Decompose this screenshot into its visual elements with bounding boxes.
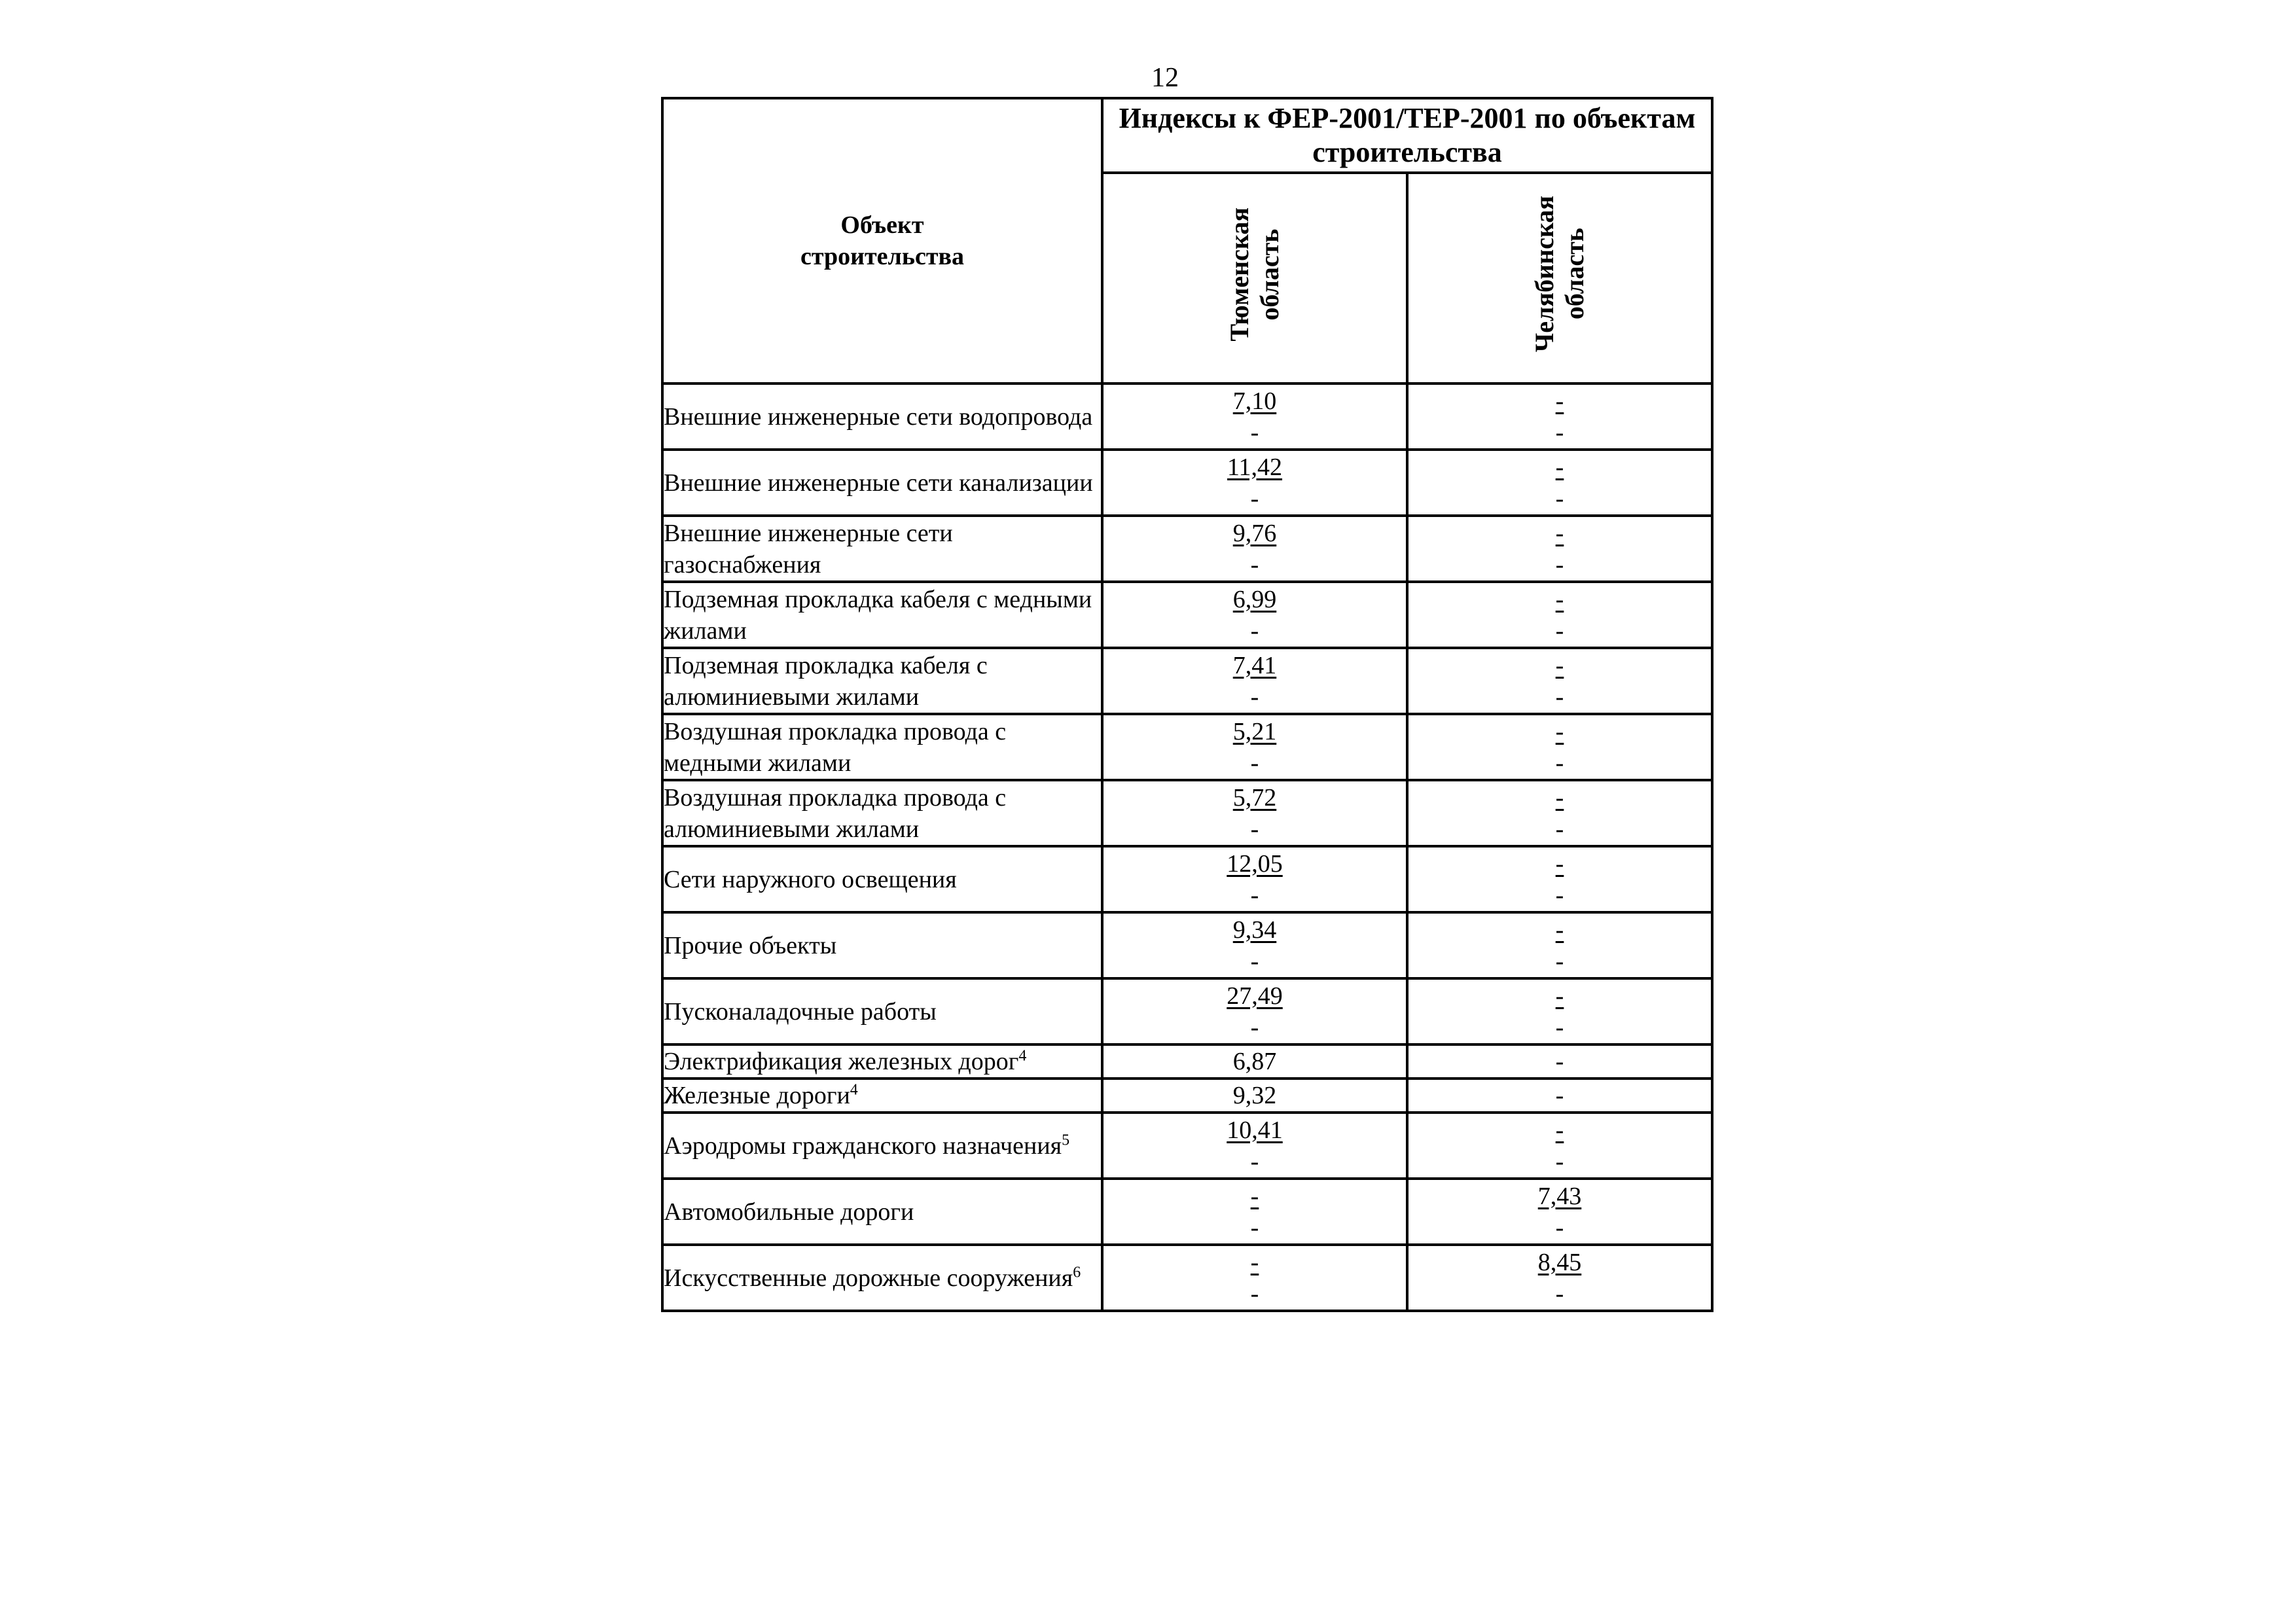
object-name: Прочие объекты <box>664 931 837 959</box>
index-cell-tyumen <box>1102 912 1407 978</box>
index-fraction <box>1538 1247 1582 1310</box>
object-name: Внешние инженерные сети канализации <box>664 469 1093 497</box>
index-denominator: - <box>1250 616 1259 645</box>
footnote-marker: 4 <box>1018 1047 1027 1065</box>
index-fraction <box>1545 584 1575 647</box>
region-label-tyumen: Тюменская область <box>1225 207 1284 342</box>
object-name-cell <box>662 1044 1102 1079</box>
index-denominator: - <box>1250 418 1259 446</box>
table-row <box>662 978 1712 1044</box>
index-numerator: 9,34 <box>1232 916 1277 944</box>
index-cell-tyumen <box>1102 383 1407 450</box>
object-name: Подземная прокладка кабеля с медными жилами <box>664 585 1092 645</box>
region-header-tyumen <box>1102 173 1407 383</box>
index-fraction <box>1545 914 1575 977</box>
index-cell-chelyabinsk <box>1407 1113 1712 1179</box>
construction-index-table <box>661 97 1713 1312</box>
index-cell-tyumen <box>1102 1179 1407 1245</box>
index-cell-tyumen <box>1102 714 1407 780</box>
object-name-cell <box>662 912 1102 978</box>
index-numerator: - <box>1555 519 1564 547</box>
index-denominator: - <box>1555 749 1564 777</box>
table-row <box>662 780 1712 846</box>
index-fraction <box>1233 518 1277 580</box>
index-fraction <box>1233 650 1277 713</box>
index-denominator: - <box>1555 1213 1564 1241</box>
index-fraction <box>1545 980 1575 1043</box>
table-row <box>662 582 1712 648</box>
index-denominator: - <box>1555 484 1564 512</box>
index-denominator: - <box>1250 484 1259 512</box>
index-cell-tyumen <box>1102 1245 1407 1311</box>
index-numerator: - <box>1555 849 1564 878</box>
index-fraction <box>1227 1115 1283 1177</box>
index-fraction <box>1545 716 1575 779</box>
index-denominator: - <box>1555 1279 1564 1308</box>
index-cell-chelyabinsk <box>1407 516 1712 582</box>
table-row <box>662 516 1712 582</box>
index-denominator: - <box>1250 1013 1259 1041</box>
index-numerator: 7,43 <box>1537 1182 1582 1210</box>
object-name: Электрификация железных дорог <box>664 1048 1019 1075</box>
index-cell-tyumen <box>1102 1044 1407 1079</box>
object-name: Воздушная прокладка провода с алюминиевыми жилами <box>664 783 1007 843</box>
index-fraction <box>1227 452 1282 514</box>
region-label-chelyabinsk: Челябинская область <box>1530 196 1589 353</box>
index-numerator: - <box>1555 916 1564 944</box>
footnote-marker: 6 <box>1073 1263 1081 1281</box>
index-cell-tyumen <box>1102 1113 1407 1179</box>
index-denominator: - <box>1250 1279 1259 1308</box>
index-cell-tyumen <box>1102 582 1407 648</box>
index-denominator: - <box>1555 1147 1564 1175</box>
object-name-cell <box>662 383 1102 450</box>
index-denominator: - <box>1250 683 1259 711</box>
object-name-cell <box>662 1179 1102 1245</box>
table-row <box>662 383 1712 450</box>
object-name-cell <box>662 1245 1102 1311</box>
object-name: Аэродромы гражданского назначения <box>664 1132 1062 1160</box>
object-header-line2: строительства <box>800 243 965 270</box>
index-numerator: 27,49 <box>1227 982 1283 1010</box>
index-numerator: 5,72 <box>1232 783 1277 812</box>
index-value: 9,32 <box>1232 1082 1277 1109</box>
index-fraction <box>1240 1247 1270 1310</box>
object-name-cell <box>662 582 1102 648</box>
index-numerator: 9,76 <box>1232 519 1277 547</box>
index-fraction <box>1545 452 1575 514</box>
index-denominator: - <box>1250 815 1259 843</box>
index-cell-tyumen <box>1102 978 1407 1044</box>
index-fraction <box>1538 1181 1582 1243</box>
index-cell-chelyabinsk <box>1407 450 1712 516</box>
table-row <box>662 846 1712 912</box>
index-denominator: - <box>1555 550 1564 579</box>
index-cell-tyumen <box>1102 648 1407 714</box>
index-denominator: - <box>1250 1213 1259 1241</box>
index-numerator: - <box>1555 982 1564 1010</box>
index-cell-tyumen <box>1102 450 1407 516</box>
object-name-cell <box>662 450 1102 516</box>
table-row <box>662 648 1712 714</box>
index-denominator: - <box>1250 749 1259 777</box>
index-fraction <box>1233 716 1277 779</box>
index-cell-tyumen <box>1102 516 1407 582</box>
index-denominator: - <box>1555 815 1564 843</box>
region-header-chelyabinsk <box>1407 173 1712 383</box>
footnote-marker: 4 <box>850 1081 858 1099</box>
index-fraction <box>1233 914 1277 977</box>
index-fraction <box>1227 848 1283 911</box>
table-row <box>662 1079 1712 1113</box>
object-name: Пусконаладочные работы <box>664 997 937 1026</box>
index-denominator: - <box>1250 1147 1259 1175</box>
index-cell-chelyabinsk <box>1407 912 1712 978</box>
index-numerator: - <box>1555 783 1564 812</box>
index-numerator: - <box>1555 1116 1564 1144</box>
object-name-cell <box>662 780 1102 846</box>
index-cell-tyumen <box>1102 780 1407 846</box>
object-name: Подземная прокладка кабеля с алюминиевыми жилами <box>664 651 988 711</box>
index-fraction <box>1545 518 1575 580</box>
index-denominator: - <box>1555 1013 1564 1041</box>
index-numerator: 10,41 <box>1227 1116 1283 1144</box>
table-row <box>662 450 1712 516</box>
index-cell-chelyabinsk <box>1407 383 1712 450</box>
table-row <box>662 912 1712 978</box>
index-numerator: - <box>1555 717 1564 745</box>
index-cell-tyumen <box>1102 1079 1407 1113</box>
index-fraction <box>1545 782 1575 845</box>
page-number: 12 <box>1151 63 1179 93</box>
object-name: Автомобильные дороги <box>664 1198 914 1226</box>
table-row <box>662 1044 1712 1079</box>
index-denominator: - <box>1555 881 1564 909</box>
index-fraction <box>1545 385 1575 448</box>
index-fraction <box>1545 848 1575 911</box>
index-cell-chelyabinsk <box>1407 780 1712 846</box>
index-fraction <box>1240 1181 1270 1243</box>
index-cell-chelyabinsk <box>1407 1079 1712 1113</box>
object-name-cell <box>662 846 1102 912</box>
object-name-cell <box>662 978 1102 1044</box>
index-fraction <box>1545 1115 1575 1177</box>
object-column-header <box>662 98 1102 383</box>
index-numerator: 6,99 <box>1232 585 1277 613</box>
index-value: - <box>1555 1082 1564 1109</box>
index-cell-chelyabinsk <box>1407 648 1712 714</box>
index-numerator: 7,10 <box>1232 387 1277 415</box>
object-name-cell <box>662 516 1102 582</box>
object-name: Внешние инженерные сети водопровода <box>664 402 1093 431</box>
index-group-header: Индексы к ФЕР-2001/ТЕР-2001 по объектам строительства <box>1102 98 1712 173</box>
index-cell-chelyabinsk <box>1407 582 1712 648</box>
index-cell-chelyabinsk <box>1407 1044 1712 1079</box>
index-denominator: - <box>1555 947 1564 975</box>
index-fraction <box>1227 980 1283 1043</box>
table-row <box>662 1179 1712 1245</box>
index-denominator: - <box>1555 683 1564 711</box>
index-numerator: 7,41 <box>1232 651 1277 679</box>
object-name: Воздушная прокладка провода с медными жилами <box>664 717 1007 777</box>
index-numerator: - <box>1250 1248 1259 1276</box>
index-numerator: - <box>1250 1182 1259 1210</box>
index-cell-chelyabinsk <box>1407 1179 1712 1245</box>
object-name-cell <box>662 648 1102 714</box>
object-name-cell <box>662 714 1102 780</box>
index-denominator: - <box>1555 616 1564 645</box>
index-numerator: - <box>1555 387 1564 415</box>
index-cell-chelyabinsk <box>1407 846 1712 912</box>
index-denominator: - <box>1555 418 1564 446</box>
object-name: Внешние инженерные сети газоснабжения <box>664 519 953 579</box>
object-header-line1: Объект <box>840 211 924 239</box>
index-cell-tyumen <box>1102 846 1407 912</box>
index-numerator: 8,45 <box>1537 1248 1582 1276</box>
object-name: Искусственные дорожные сооружения <box>664 1264 1073 1292</box>
index-numerator: 5,21 <box>1232 717 1277 745</box>
index-numerator: 12,05 <box>1227 849 1283 878</box>
index-denominator: - <box>1250 947 1259 975</box>
index-denominator: - <box>1250 881 1259 909</box>
index-numerator: - <box>1555 585 1564 613</box>
object-name: Железные дороги <box>664 1082 850 1109</box>
index-cell-chelyabinsk <box>1407 1245 1712 1311</box>
index-denominator: - <box>1250 550 1259 579</box>
table-body <box>662 383 1712 1311</box>
object-name: Сети наружного освещения <box>664 865 957 893</box>
index-value: 6,87 <box>1232 1048 1277 1075</box>
index-fraction <box>1233 385 1277 448</box>
index-cell-chelyabinsk <box>1407 978 1712 1044</box>
table-row <box>662 1245 1712 1311</box>
index-value: - <box>1555 1048 1564 1075</box>
index-numerator: - <box>1555 651 1564 679</box>
index-fraction <box>1233 782 1277 845</box>
table-row <box>662 714 1712 780</box>
index-numerator: 11,42 <box>1227 453 1283 481</box>
footnote-marker: 5 <box>1062 1131 1070 1149</box>
index-cell-chelyabinsk <box>1407 714 1712 780</box>
object-name-cell <box>662 1113 1102 1179</box>
index-fraction <box>1233 584 1277 647</box>
object-name-cell <box>662 1079 1102 1113</box>
index-fraction <box>1545 650 1575 713</box>
table-row <box>662 1113 1712 1179</box>
index-numerator: - <box>1555 453 1564 481</box>
